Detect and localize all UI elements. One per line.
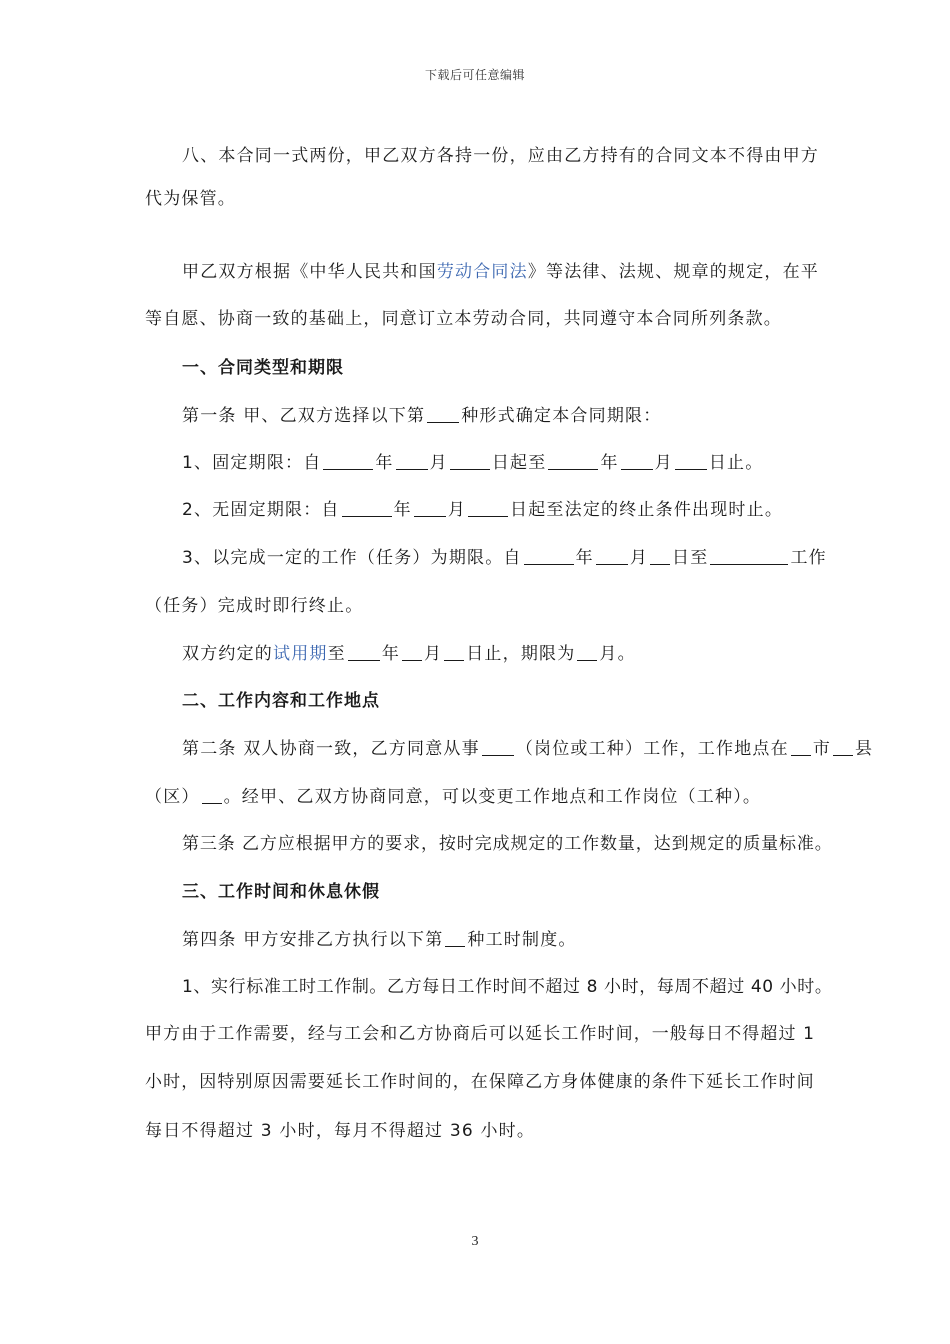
blank-field[interactable] [548, 451, 598, 470]
text: 甲乙双方根据《中华人民共和国 [182, 262, 437, 282]
probation-link[interactable]: 试用期 [273, 644, 328, 664]
blank-field[interactable] [444, 642, 464, 661]
blank-field[interactable] [396, 451, 428, 470]
text: 等自愿、协商一致的基础上，同意订立本劳动合同，共同遵守本合同所列条款。 [145, 309, 782, 329]
preamble-line-2 [145, 307, 782, 331]
text: 月。 [599, 644, 636, 664]
text: 》等法律、法规、规章的规定，在平 [527, 262, 820, 282]
blank-field[interactable] [468, 498, 508, 517]
work-hours-line-3 [145, 1070, 815, 1094]
blank-field[interactable] [202, 785, 222, 804]
blank-field[interactable] [427, 404, 459, 423]
text: 工作 [790, 548, 827, 568]
text: 第一条 甲、乙双方选择以下第 [182, 406, 426, 426]
text: （任务）完成时即行终止。 [145, 596, 364, 616]
blank-field[interactable] [650, 546, 670, 565]
text: 日起至 [491, 453, 547, 473]
term-option-3-cont [145, 594, 363, 618]
work-hours-line-2 [145, 1022, 815, 1046]
section-heading-1: 一、合同类型和期限 [182, 358, 344, 378]
clause-8-line-1 [182, 144, 819, 168]
text: 。经甲、乙双方协商同意，可以变更工作地点和工作岗位（工种）。 [223, 787, 762, 807]
preamble-line-1 [182, 260, 819, 284]
text: 代为保管。 [145, 189, 236, 209]
page-header: 下载后可任意编辑 [424, 68, 525, 82]
term-option-3 [182, 546, 827, 570]
text: 至 [327, 644, 346, 664]
blank-field[interactable] [621, 451, 653, 470]
text: 1、固定期限：自 [182, 453, 322, 473]
text: 2、无固定期限：自 [182, 500, 340, 520]
blank-field[interactable] [342, 498, 392, 517]
blank-field[interactable] [577, 642, 597, 661]
text: 年 [575, 548, 594, 568]
term-option-2 [182, 498, 783, 522]
text: 县 [855, 739, 874, 759]
clause-8-line-2 [145, 187, 236, 211]
blank-field[interactable] [348, 642, 380, 661]
blank-field[interactable] [445, 928, 465, 947]
text: 日起至法定的终止条件出现时止。 [510, 500, 784, 520]
text: 月 [424, 644, 443, 664]
blank-field[interactable] [524, 546, 574, 565]
text: 年 [393, 500, 412, 520]
text: 月 [654, 453, 673, 473]
blank-field[interactable] [450, 451, 490, 470]
text: 年 [381, 644, 401, 664]
text: 市 [812, 739, 832, 759]
text: 月 [629, 548, 649, 568]
work-hours-line-4 [145, 1119, 535, 1143]
text: 第四条 甲方安排乙方执行以下第 [182, 930, 444, 950]
blank-field[interactable] [323, 451, 373, 470]
blank-field[interactable] [414, 498, 446, 517]
text: 双方约定的 [182, 644, 273, 664]
blank-field[interactable] [710, 546, 788, 565]
text: 月 [447, 500, 467, 520]
blank-field[interactable] [675, 451, 707, 470]
article-4 [182, 928, 577, 952]
article-2 [182, 737, 873, 761]
text: 第三条 乙方应根据甲方的要求，按时完成规定的工作数量，达到规定的质量标准。 [182, 834, 833, 854]
text: 日止。 [708, 453, 764, 473]
text: 3、以完成一定的工作（任务）为期限。自 [182, 548, 522, 568]
article-3 [182, 832, 833, 856]
text: （岗位或工种）工作，工作地点在 [515, 739, 789, 759]
text: 月 [429, 453, 448, 473]
blank-field[interactable] [596, 546, 628, 565]
probation-line [182, 642, 636, 666]
text: 小时，因特别原因需要延长工作时间的，在保障乙方身体健康的条件下延长工作时间 [145, 1072, 815, 1092]
text: 1、实行标准工时工作制。乙方每日工作时间不超过 8 小时，每周不超过 40 小时。 [182, 977, 833, 997]
article-1 [182, 404, 661, 428]
blank-field[interactable] [402, 642, 422, 661]
text: 年 [600, 453, 619, 473]
article-2-cont [145, 785, 761, 809]
labor-contract-law-link[interactable]: 劳动合同法 [436, 262, 528, 282]
term-option-1 [182, 451, 763, 475]
text: 八、本合同一式两份，甲乙双方各持一份，应由乙方持有的合同文本不得由甲方 [182, 146, 819, 166]
text: （区） [145, 787, 200, 807]
text: 每日不得超过 3 小时，每月不得超过 36 小时。 [145, 1121, 536, 1141]
text: 种工时制度。 [467, 930, 577, 950]
text: 日止，期限为 [466, 644, 576, 664]
blank-field[interactable] [833, 737, 853, 756]
blank-field[interactable] [482, 737, 514, 756]
text: 年 [375, 453, 394, 473]
text: 种形式确定本合同期限： [461, 406, 662, 426]
work-hours-line-1 [182, 975, 832, 999]
text: 甲方由于工作需要，经与工会和乙方协商后可以延长工作时间，一般每日不得超过 1 [145, 1024, 816, 1044]
section-heading-2: 二、工作内容和工作地点 [182, 691, 380, 711]
section-heading-3: 三、工作时间和休息休假 [182, 882, 380, 902]
blank-field[interactable] [791, 737, 811, 756]
text: 第二条 双人协商一致，乙方同意从事 [182, 739, 480, 759]
text: 日至 [672, 548, 709, 568]
page-number: 3 [471, 1234, 479, 1249]
